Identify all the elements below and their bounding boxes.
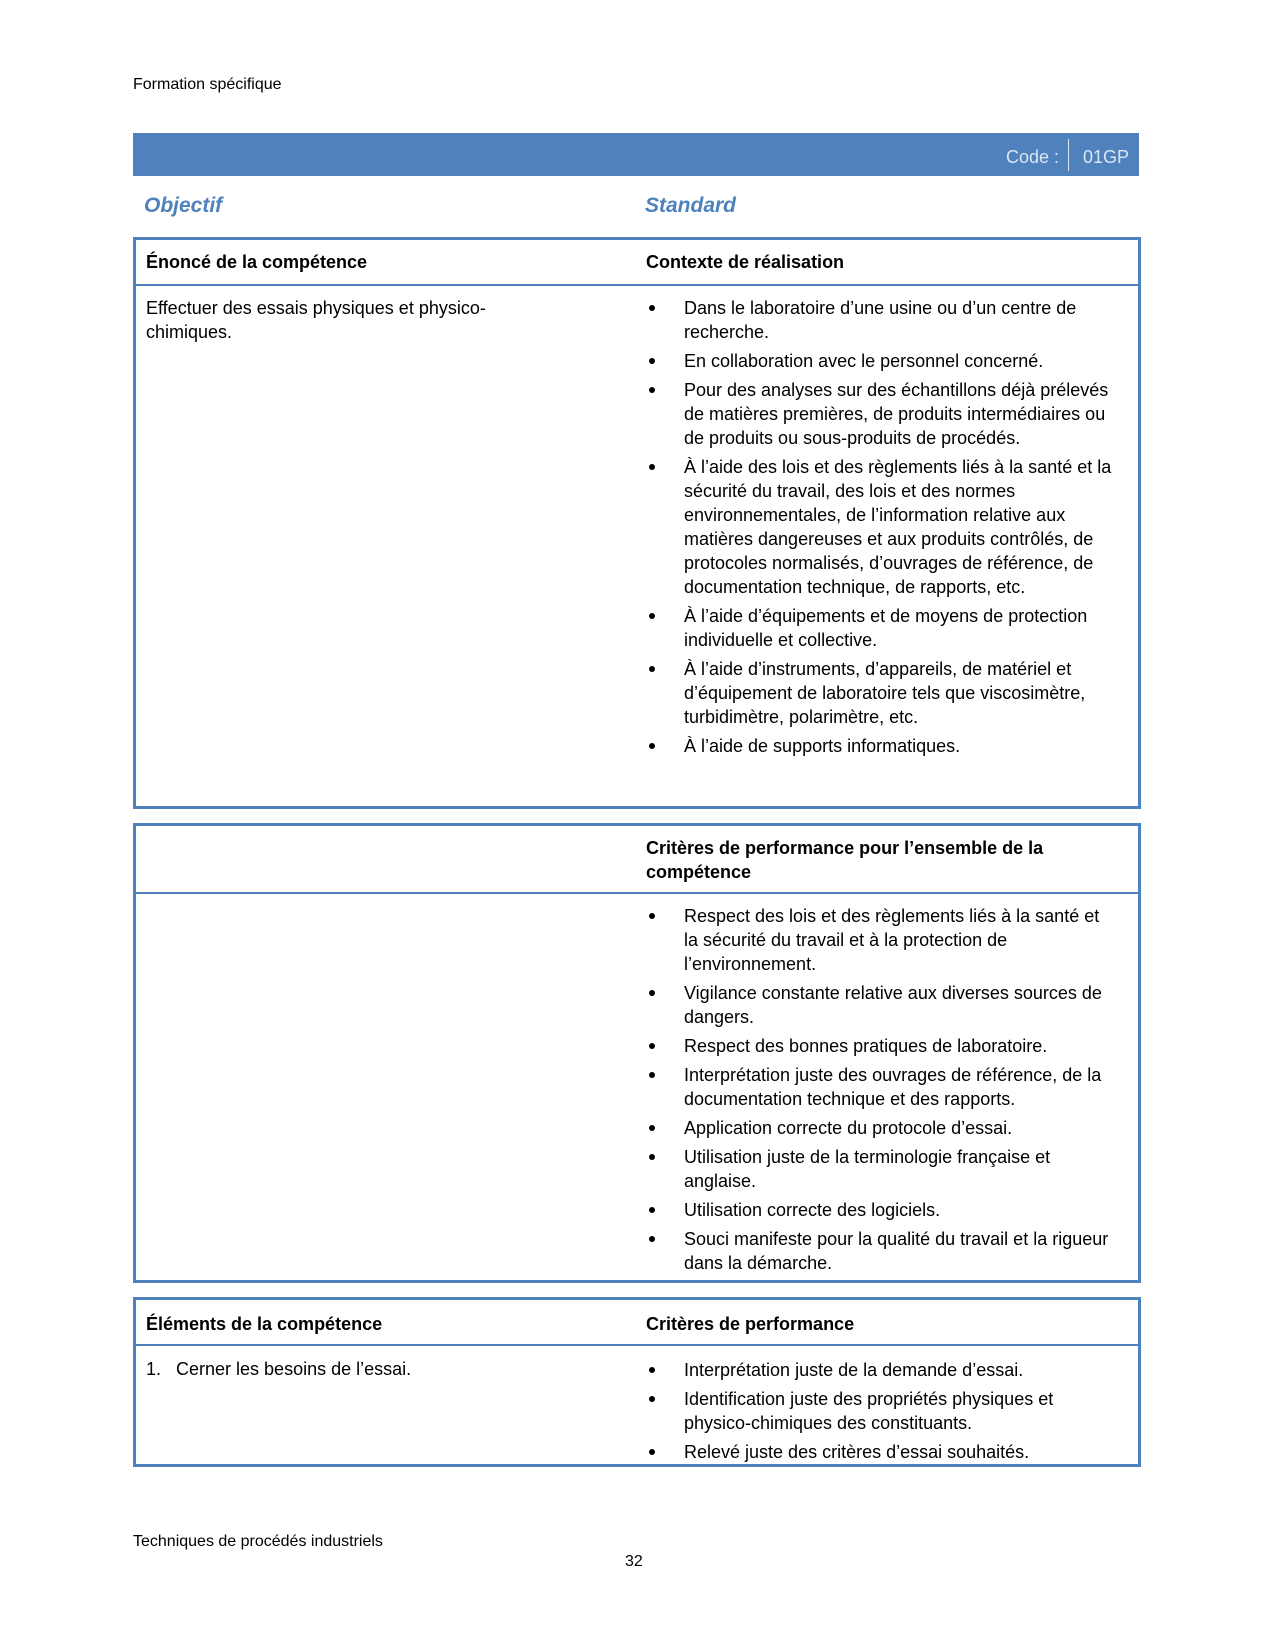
list-item: [646, 1116, 1116, 1140]
list-item-text: Respect des bonnes pratiques de laboratoire.: [684, 1036, 1048, 1056]
bullet-icon: [649, 1396, 655, 1402]
list-item-text: En collaboration avec le personnel concerné.: [684, 351, 1044, 371]
bullet-icon: [649, 387, 655, 393]
page-number: 32: [625, 1553, 643, 1570]
bullet-icon: [649, 1043, 655, 1049]
code-label: Code :: [1005, 147, 1059, 167]
box-header: [136, 240, 1138, 286]
running-header: Formation spécifique: [133, 76, 282, 93]
bullet-icon: [649, 990, 655, 996]
list-item: [646, 604, 1116, 652]
list-item: [646, 1145, 1116, 1193]
global-performance-list: [646, 904, 1116, 1280]
list-item: [646, 981, 1116, 1029]
bullet-icon: [649, 913, 655, 919]
bullet-icon: [649, 305, 655, 311]
list-item-text: Application correcte du protocole d’essai.: [684, 1118, 1013, 1138]
performance-list: [646, 1358, 1116, 1469]
list-item: [646, 657, 1116, 729]
list-item: [646, 904, 1116, 976]
competence-statement-box: [133, 237, 1141, 809]
bullet-icon: [649, 1207, 655, 1213]
list-item: [646, 1227, 1116, 1275]
list-item-text: Relevé juste des critères d’essai souhaités.: [684, 1442, 1030, 1462]
list-item-text: Vigilance constante relative aux diverses sources de dangers.: [684, 983, 1102, 1027]
context-list: [646, 296, 1116, 763]
bullet-icon: [649, 743, 655, 749]
running-footer: Techniques de procédés industriels: [133, 1533, 383, 1550]
global-performance-box: [133, 823, 1141, 1283]
bullet-icon: [649, 666, 655, 672]
bullet-icon: [649, 1367, 655, 1373]
list-item-text: Identification juste des propriétés physiques et physico-chimiques des constituants.: [684, 1389, 1054, 1433]
context-heading: Contexte de réalisation: [646, 252, 845, 272]
competence-elements-box: [133, 1297, 1141, 1467]
list-item: [646, 455, 1116, 599]
list-item-text: À l’aide de supports informatiques.: [684, 736, 961, 756]
code-separator: [1068, 139, 1069, 171]
list-item-text: Dans le laboratoire d’une usine ou d’un centre de recherche.: [684, 298, 1077, 342]
list-item-text: Respect des lois et des règlements liés à la santé et la sécurité du travail et à la protection de l’environnement.: [684, 906, 1100, 974]
list-item-text: Utilisation correcte des logiciels.: [684, 1200, 941, 1220]
box-header: [136, 1300, 1138, 1346]
global-performance-heading: Critères de performance pour l’ensemble de la compétence: [646, 838, 1044, 882]
list-item: [646, 296, 1116, 344]
competence-element: 1. Cerner les besoins de l’essai.: [146, 1359, 412, 1379]
elements-heading: Éléments de la compétence: [146, 1314, 383, 1334]
list-item: [646, 1440, 1116, 1464]
code-bar: [133, 133, 1139, 176]
bullet-icon: [649, 358, 655, 364]
bullet-icon: [649, 613, 655, 619]
list-item: [646, 1358, 1116, 1382]
list-item-text: Souci manifeste pour la qualité du travail et la rigueur dans la démarche.: [684, 1229, 1109, 1273]
competence-statement: Effectuer des essais physiques et physico-chimiques.: [146, 298, 486, 342]
section-title-objectif: Objectif: [144, 194, 223, 217]
list-item: [646, 1387, 1116, 1435]
box-header: [136, 826, 1138, 894]
section-title-standard: Standard: [645, 194, 737, 217]
competence-statement-heading: Énoncé de la compétence: [146, 252, 368, 272]
bullet-icon: [649, 1236, 655, 1242]
list-item-text: Interprétation juste des ouvrages de référence, de la documentation technique et des rapports.: [684, 1065, 1102, 1109]
list-item-text: À l’aide d’instruments, d’appareils, de matériel et d’équipement de laboratoire tels que viscosimètre, turbidimètre, polarimètre, etc.: [684, 659, 1086, 727]
bullet-icon: [649, 1449, 655, 1455]
list-item-text: Pour des analyses sur des échantillons déjà prélevés de matières premières, de produits intermédiaires ou de produits ou sous-produits de procédés.: [684, 380, 1109, 448]
list-item-text: À l’aide des lois et des règlements liés à la santé et la sécurité du travail, des lois et des normes environnementales, de l’information relative aux matières dangereuses et aux produits contrôlés, de protocoles normalisés, d’ouvrages de référence, de documentation technique, de rapports, etc.: [684, 457, 1112, 597]
list-item: [646, 734, 1116, 758]
list-item-text: Utilisation juste de la terminologie française et anglaise.: [684, 1147, 1051, 1191]
bullet-icon: [649, 1154, 655, 1160]
bullet-icon: [649, 1072, 655, 1078]
list-item-text: À l’aide d’équipements et de moyens de protection individuelle et collective.: [684, 606, 1088, 650]
list-item: [646, 1034, 1116, 1058]
list-item-text: Interprétation juste de la demande d’essai.: [684, 1360, 1024, 1380]
code-value: 01GP: [1082, 147, 1129, 167]
list-item: [646, 349, 1116, 373]
list-item: [646, 1063, 1116, 1111]
list-item: [646, 378, 1116, 450]
bullet-icon: [649, 1125, 655, 1131]
performance-heading: Critères de performance: [646, 1314, 855, 1334]
bullet-icon: [649, 464, 655, 470]
list-item: [646, 1198, 1116, 1222]
